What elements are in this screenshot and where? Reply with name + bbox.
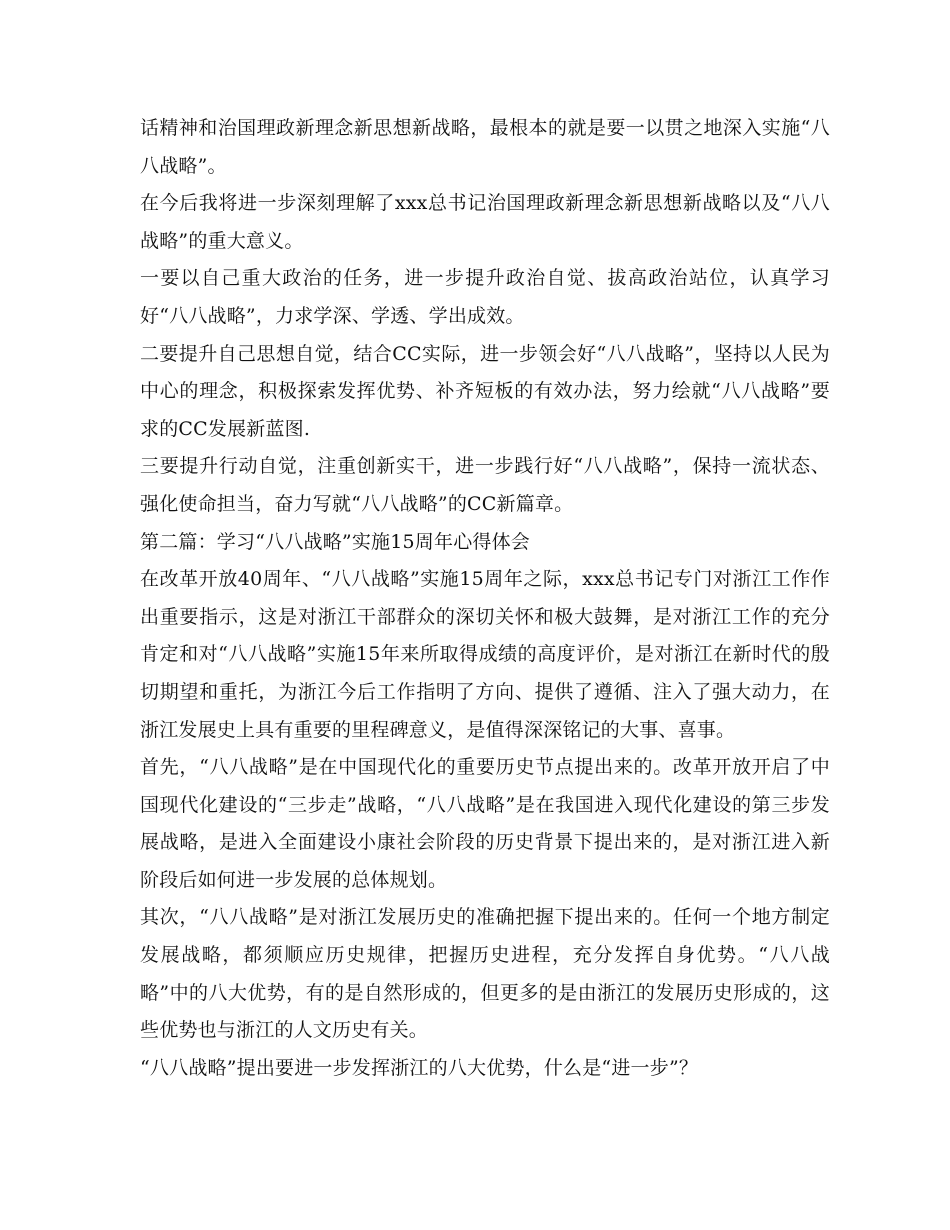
paragraph-further-question: “八八战略”提出要进一步发挥浙江的八大优势，什么是“进一步”？ [140,1056,699,1079]
paragraph-second: 其次，“八八战略”是对浙江发展历史的准确把握下提出来的。任何一个地方制定发展战略，都须顺应历史规律，把握历史进程，充分发挥自身优势。“八八战略”中的八大优势，有的是自然形成的，但更多的是由浙江的发展历史形成的，这些优势也与浙江的人文历史有关。 [140,906,830,1042]
paragraph-point-three: 三要提升行动自觉，注重创新实干，进一步践行好“八八战略”，保持一流状态、强化使命担当，奋力写就“八八战略”的CC新篇章。 [140,455,830,515]
document-body [140,110,830,1087]
paragraph-future-understanding: 在今后我将进一步深刻理解了xxx总书记治国理政新理念新思想新战略以及“八八战略”的重大意义。 [140,192,830,252]
paragraph-continued-speech: 话精神和治国理政新理念新思想新战略，最根本的就是要一以贯之地深入实施“八八战略”。 [140,117,830,177]
section-heading: 第二篇：学习“八八战略”实施15周年心得体会 [140,530,531,553]
paragraph-first: 首先，“八八战略”是在中国现代化的重要历史节点提出来的。改革开放开启了中国现代化建设的“三步走”战略，“八八战略”是在我国进入现代化建设的第三步发展战略，是进入全面建设小康社会阶段的历史背景下提出来的，是对浙江进入新阶段后如何进一步发展的总体规划。 [140,756,830,891]
paragraph-anniversary: 在改革开放40周年、“八八战略”实施15周年之际，xxx总书记专门对浙江工作作出重要指示，这是对浙江干部群众的深切关怀和极大鼓舞，是对浙江工作的充分肯定和对“八八战略”实施15年来所取得成绩的高度评价，是对浙江在新时代的殷切期望和重托，为浙江今后工作指明了方向、提供了遵循、注入了强大动力，在浙江发展史上具有重要的里程碑意义，是值得深深铭记的大事、喜事。 [140,568,830,741]
paragraph-point-one: 一要以自己重大政治的任务，进一步提升政治自觉、拔高政治站位，认真学习好“八八战略”，力求学深、学透、学出成效。 [140,267,830,327]
paragraph-point-two: 二要提升自己思想自觉，结合CC实际，进一步领会好“八八战略”，坚持以人民为中心的理念，积极探索发挥优势、补齐短板的有效办法，努力绘就“八八战略”要求的CC发展新蓝图. [140,342,830,440]
